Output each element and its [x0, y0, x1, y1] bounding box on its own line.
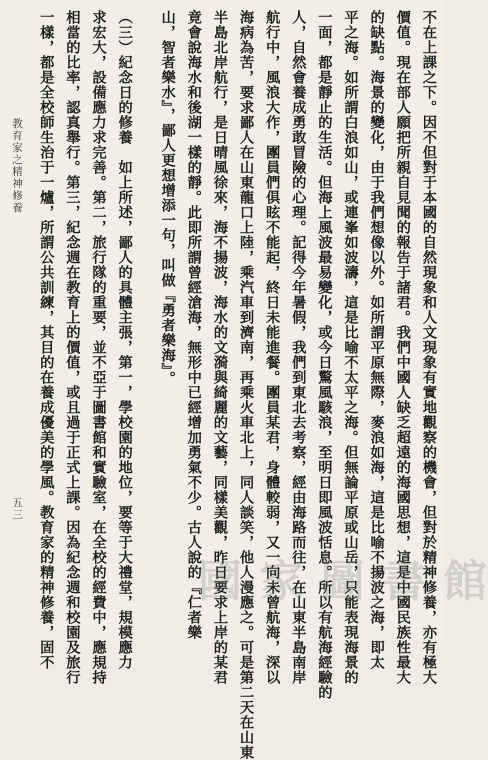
text-column-14: 相當的比率，認真舉行。第三，紀念週在教育上的價值，或且過于正式上課。因為紀念週和校園及旅行 — [64, 10, 81, 685]
page-number: 五三 — [11, 497, 23, 521]
text-column-12: （三）紀念日的修養 如上所述，鄙人的具體主張，第一，學校園的地位，要等于大禮堂，規模應力 — [116, 10, 133, 670]
text-column-5: 一面，都是靜止的生活。但海上風波最易變化，或今日驚風駭浪，至明日即風波恬息。所以有航海經驗的 — [316, 10, 333, 700]
text-column-11: 山，智者樂水』，鄙人更想增添一句，叫做『勇者樂海』。 — [159, 10, 176, 386]
running-head: 教育家之精神修養 — [11, 118, 23, 214]
text-column-1: 不在上課之下。因不但對于本國的自然現象和人文現象有實地觀察的機會，但對於精神修養，亦有極大 — [420, 10, 437, 685]
main-text-block — [38, 10, 437, 760]
text-column-2: 價值。現在部人願把所親自見聞的報告于諸君。我們中國人缺乏超遠的海國思想，這是中國民族性最大 — [394, 10, 411, 685]
text-column-10: 竟會說海水和後湖一樣的靜。此即所謂曾經滄海，無形中已經增加勇氣不少。古人說的『仁者樂 — [185, 10, 202, 640]
text-column-13: 求宏大，設備應力求完善。第二，旅行隊的重要，並不亞于圖書館和實驗室，在全校的經費中，應規持 — [90, 10, 107, 685]
text-column-6: 人，自然會養成勇敢冒險的心理。記得今年暑假，我們到東北去考察，經由海路而往，在山東半島南岸 — [290, 10, 307, 685]
paragraph-gap — [143, 10, 149, 616]
text-column-8: 海病為苦，要求鄙人在山東龍口上陸，乘汽車到濟南，再乘火車北上，同人談笑，他人漫應之。可是第二天在山東 — [238, 10, 254, 760]
text-column-7: 航行中，風浪大作，團員們俱眩不能起，終日未能進餐。團員某君，身體較弱，又一向未曾航海，深以 — [264, 10, 281, 685]
text-column-3: 的缺點。海景的變化，由于我們想像以外。如所謂平原無際，麥浪如海，這是比喻不揚波之海，即太 — [368, 10, 385, 670]
watermark-text: 國 家 圖 書 館 — [198, 556, 488, 607]
text-column-4: 平之海。如所謂白浪如山，或連峯如波濤，這是比喻不太平之海。但無論平原或山岳，只能表現海景的 — [342, 10, 359, 685]
text-column-9: 半島北岸航行，是日晴風徐來，海不揚波，海水的文漪與綺麗的文藝，同樣美觀，昨日要求上岸的某君 — [211, 10, 228, 685]
text-column-15: 一樣，都是全校師生治于一爐，所謂公共訓練，其目的在養成優美的學風。教育家的精神修養，固不 — [38, 10, 55, 670]
